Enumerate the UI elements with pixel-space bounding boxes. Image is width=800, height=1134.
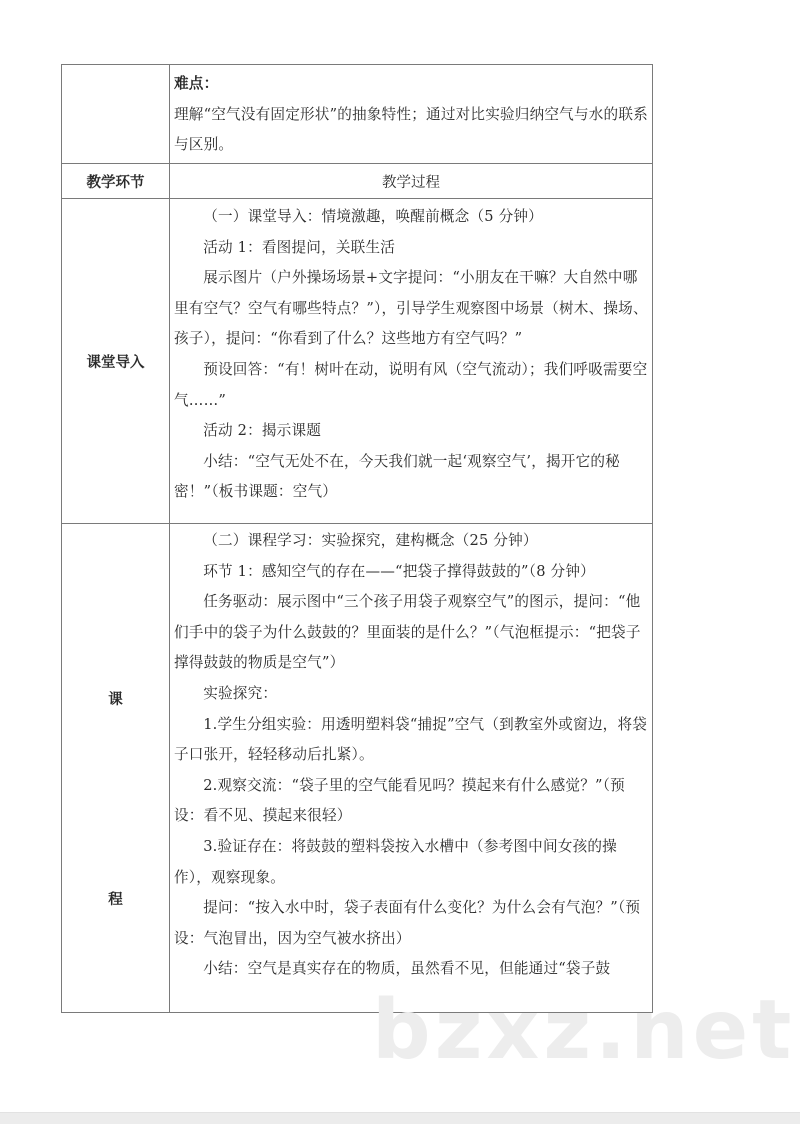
- lesson-plan-table: [61, 64, 653, 1013]
- intro-label: 课堂导入: [86, 354, 145, 371]
- next-page: [0, 1124, 800, 1134]
- header-teaching-stage: 教学环节: [62, 164, 170, 199]
- intro-paragraph: 活动 2：揭示课题: [203, 422, 322, 440]
- intro-paragraph: 小结：“空气无处不在，今天我们就一起‘观察空气’，揭开它的秘密！”（板书课题：空气）: [174, 452, 620, 501]
- course-paragraph: 3.验证存在：将鼓鼓的塑料袋按入水槽中（参考图中间女孩的操作），观察现象。: [174, 837, 617, 886]
- course-paragraph: 提问：“按入水中时，袋子表面有什么变化？为什么会有气泡？”（预设：气泡冒出，因为空气被水挤出）: [174, 899, 641, 947]
- course-label-bottom: 程: [108, 892, 123, 908]
- course-paragraph: （二）课程学习：实验探究，建构概念（25 分钟）: [203, 532, 538, 549]
- difficulty-label-cell: [62, 65, 170, 164]
- course-label-top: 课: [108, 692, 123, 708]
- course-paragraph: 任务驱动：展示图中“三个孩子用袋子观察空气”的图示，提问：“他们手中的袋子为什么鼓鼓的？里面装的是什么？”（气泡框提示：“把袋子撑得鼓鼓的物质是空气”）: [174, 593, 641, 672]
- intro-label-cell: [62, 199, 170, 524]
- course-row: [62, 524, 653, 1013]
- course-paragraph: 2.观察交流：“袋子里的空气能看见吗？摸起来有什么感觉？”（预设：看不见、摸起来很轻）: [174, 776, 625, 825]
- course-paragraph: 实验探究：: [203, 684, 278, 702]
- course-paragraph: 环节 1：感知空气的存在——“把袋子撑得鼓鼓的”（8 分钟）: [203, 562, 595, 580]
- intro-row: [62, 199, 653, 524]
- difficulty-title: 难点：: [174, 75, 219, 92]
- course-paragraph: 1.学生分组实验：用透明塑料袋“捕捉”空气（到教室外或窗边，将袋子口张开，轻轻移动后扎紧）。: [174, 715, 648, 764]
- table-header-row: [62, 164, 653, 199]
- difficulty-content-cell: [170, 65, 653, 164]
- intro-paragraph: （一）课堂导入：情境激趣，唤醒前概念（5 分钟）: [203, 208, 543, 225]
- course-paragraph: 小结：空气是真实存在的物质，虽然看不见，但能通过“袋子鼓: [203, 960, 611, 978]
- watermark: bzxz.net: [372, 983, 796, 1078]
- intro-paragraph: 预设回答：“有！树叶在动，说明有风（空气流动）；我们呼吸需要空气……”: [174, 360, 648, 409]
- course-label-cell: [62, 524, 170, 1013]
- intro-paragraph: 展示图片（户外操场场景+文字提问：“小朋友在干嘛？大自然中哪里有空气？空气有哪些特点？”），引导学生观察图中场景（树木、操场、孩子），提问：“你看到了什么？这些地方有空气吗？”: [174, 269, 648, 348]
- course-content-cell: [170, 524, 653, 1013]
- header-teaching-process: 教学过程: [170, 164, 653, 199]
- intro-content-cell: [170, 199, 653, 524]
- intro-paragraph: 活动 1：看图提问，关联生活: [203, 238, 396, 256]
- difficulty-row: [62, 65, 653, 164]
- difficulty-text: 理解“空气没有固定形状”的抽象特性；通过对比实验归纳空气与水的联系与区别。: [174, 105, 648, 154]
